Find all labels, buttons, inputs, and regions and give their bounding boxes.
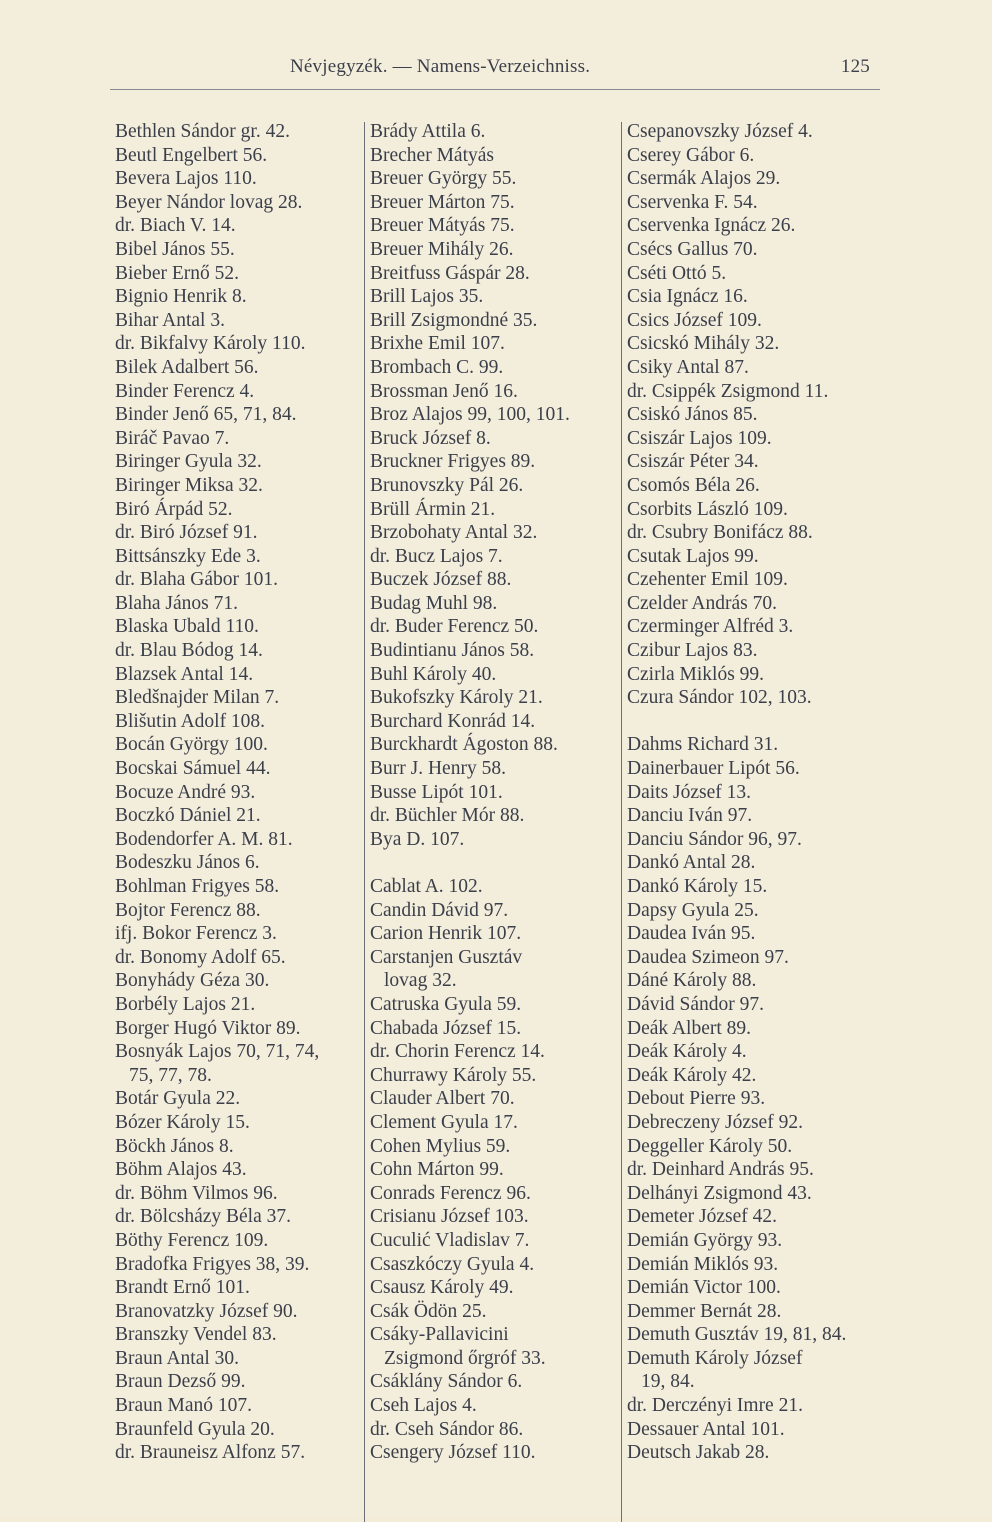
directory-entry: Cséti Ottó 5. (627, 262, 727, 284)
directory-entry: Bieber Ernő 52. (115, 262, 240, 284)
directory-entry: Burr J. Henry 58. (370, 758, 506, 780)
directory-entry: Breitfuss Gáspár 28. (370, 262, 530, 284)
directory-entry: Borbély Lajos 21. (115, 993, 256, 1015)
page-title: Névjegyzék. — Namens-Verzeichniss. (290, 56, 591, 77)
directory-entry: Deggeller Károly 50. (627, 1135, 793, 1157)
directory-entry: lovag 32. (384, 970, 457, 992)
directory-entry: dr. Blaha Gábor 101. (115, 569, 279, 591)
directory-entry: Danciu Sándor 96, 97. (627, 828, 802, 850)
directory-entry: Brill Zsigmondné 35. (370, 309, 538, 331)
directory-entry: dr. Böhm Vilmos 96. (115, 1182, 278, 1204)
directory-entry: Czerminger Alfréd 3. (627, 616, 794, 638)
directory-entry: Deutsch Jakab 28. (627, 1442, 770, 1464)
directory-entry: dr. Chorin Ferencz 14. (370, 1041, 545, 1063)
directory-entry: dr. Biró József 91. (115, 522, 258, 544)
directory-entry: Carion Henrik 107. (370, 923, 522, 945)
directory-entry: dr. Derczényi Imre 21. (627, 1395, 803, 1417)
directory-entry: Csengery József 110. (370, 1442, 536, 1464)
directory-entry: Deák Albert 89. (627, 1017, 752, 1039)
directory-entry: Dahms Richard 31. (627, 734, 779, 756)
directory-entry: dr. Bölcsházy Béla 37. (115, 1206, 292, 1228)
directory-entry: Czirla Miklós 99. (627, 663, 765, 685)
directory-entry: Breuer Mátyás 75. (370, 215, 515, 237)
directory-entry: Demián Miklós 93. (627, 1253, 779, 1275)
directory-entry: ifj. Bokor Ferencz 3. (115, 923, 277, 945)
directory-entry: Binder Jenő 65, 71, 84. (115, 404, 297, 426)
directory-entry: Brunovszky Pál 26. (370, 474, 524, 496)
directory-entry: Breuer György 55. (370, 168, 517, 190)
directory-entry: Bocuze André 93. (115, 781, 256, 803)
directory-entry: dr. Bonomy Adolf 65. (115, 946, 286, 968)
directory-entry: Csepanovszky József 4. (627, 121, 813, 142)
directory-entry: dr. Deinhard András 95. (627, 1159, 814, 1181)
directory-entry: Demmer Bernát 28. (627, 1300, 782, 1322)
directory-entry: Csutak Lajos 99. (627, 545, 759, 567)
directory-entry: Danciu Iván 97. (627, 805, 753, 827)
directory-entry: Beutl Engelbert 56. (115, 144, 268, 166)
directory-entry: Bodeszku János 6. (115, 852, 260, 874)
directory-entry: Dáné Károly 88. (627, 970, 757, 992)
directory-entry: Csomós Béla 26. (627, 474, 760, 496)
directory-entry: Bózer Károly 15. (115, 1111, 250, 1133)
directory-entry: Csicskó Mihály 32. (627, 333, 780, 355)
directory-entry: dr. Csubry Bonifácz 88. (627, 522, 813, 544)
directory-entry: Czelder András 70. (627, 592, 778, 614)
directory-entry: Debout Pierre 93. (627, 1088, 766, 1110)
directory-entry: Cservenka F. 54. (627, 191, 758, 213)
directory-entry: Biráč Pavao 7. (115, 427, 230, 449)
directory-entry: Budag Muhl 98. (370, 592, 498, 614)
directory-entry: Blaska Ubald 110. (115, 616, 259, 638)
directory-entry: Csermák Alajos 29. (627, 168, 781, 190)
directory-entry: Dainerbauer Lipót 56. (627, 758, 800, 780)
directory-entry: Brády Attila 6. (370, 121, 486, 142)
directory-entry: Brandt Ernő 101. (115, 1277, 250, 1299)
directory-entry: dr. Bikfalvy Károly 110. (115, 333, 306, 355)
directory-entry: Bonyhády Géza 30. (115, 970, 270, 992)
directory-entry: Böhm Alajos 43. (115, 1159, 247, 1181)
directory-entry: Braun Antal 30. (115, 1347, 240, 1369)
directory-entry: Cservenka Ignácz 26. (627, 215, 796, 237)
directory-entry: dr. Cseh Sándor 86. (370, 1418, 524, 1440)
directory-entry: Dapsy Gyula 25. (627, 899, 759, 921)
directory-entry: Binder Ferencz 4. (115, 380, 255, 402)
directory-entry: Dankó Antal 28. (627, 852, 756, 874)
directory-entry: Csaszkóczy Gyula 4. (370, 1253, 535, 1275)
directory-entry: Blazsek Antal 14. (115, 663, 254, 685)
directory-entry: Demeter József 42. (627, 1206, 777, 1228)
directory-entry: Bethlen Sándor gr. 42. (115, 121, 290, 142)
directory-entry: Csorbits László 109. (627, 498, 788, 520)
directory-entry: Branovatzky József 90. (115, 1300, 298, 1322)
directory-entry: Braun Dezső 99. (115, 1371, 246, 1393)
directory-entry: Csia Ignácz 16. (627, 286, 748, 308)
directory-entry: Czibur Lajos 83. (627, 640, 758, 662)
directory-entry: Bya D. 107. (370, 828, 465, 850)
name-column-3 (627, 120, 892, 1465)
name-column-2 (370, 120, 620, 1465)
directory-entry: Debreczeny József 92. (627, 1111, 803, 1133)
directory-entry: Burchard Konrád 14. (370, 710, 536, 732)
directory-entry: Bukofszky Károly 21. (370, 687, 543, 709)
directory-entry: Churrawy Károly 55. (370, 1064, 537, 1086)
directory-entry: Brixhe Emil 107. (370, 333, 505, 355)
directory-entry: dr. Csippék Zsigmond 11. (627, 380, 829, 402)
directory-entry: Delhányi Zsigmond 43. (627, 1182, 812, 1204)
directory-entry: Dessauer Antal 101. (627, 1418, 785, 1440)
name-column-1 (115, 120, 360, 1465)
directory-entry: Zsigmond őrgróf 33. (384, 1347, 546, 1369)
directory-entry: Bevera Lajos 110. (115, 168, 257, 190)
directory-entry: Csiky Antal 87. (627, 356, 749, 378)
directory-entry: Bruckner Frigyes 89. (370, 451, 536, 473)
directory-entry: Dávid Sándor 97. (627, 993, 765, 1015)
directory-entry: Blaha János 71. (115, 592, 238, 614)
directory-entry: dr. Brauneisz Alfonz 57. (115, 1442, 306, 1464)
directory-entry: Blišutin Adolf 108. (115, 710, 266, 732)
directory-entry: Böckh János 8. (115, 1135, 234, 1157)
directory-entry: Bilek Adalbert 56. (115, 356, 259, 378)
directory-entry: Busse Lipót 101. (370, 781, 503, 803)
directory-entry: Daudea Iván 95. (627, 923, 756, 945)
directory-entry: Bojtor Ferencz 88. (115, 899, 261, 921)
directory-entry: Cseh Lajos 4. (370, 1395, 477, 1417)
directory-entry: Bittsánszky Ede 3. (115, 545, 261, 567)
directory-entry: Clauder Albert 70. (370, 1088, 515, 1110)
directory-entry: Buhl Károly 40. (370, 663, 497, 685)
directory-entry: Chabada József 15. (370, 1017, 522, 1039)
directory-entry: Bihar Antal 3. (115, 309, 225, 331)
directory-entry: Biringer Miksa 32. (115, 474, 263, 496)
directory-entry: Bignio Henrik 8. (115, 286, 247, 308)
directory-entry: Brzobohaty Antal 32. (370, 522, 538, 544)
directory-entry: Cohn Márton 99. (370, 1159, 504, 1181)
directory-entry: dr. Buder Ferencz 50. (370, 616, 539, 638)
directory-entry: Demuth Gusztáv 19, 81, 84. (627, 1324, 847, 1346)
directory-entry: Demián György 93. (627, 1229, 783, 1251)
directory-entry: 75, 77, 78. (129, 1064, 212, 1086)
directory-entry: dr. Biach V. 14. (115, 215, 236, 237)
directory-entry: Borger Hugó Viktor 89. (115, 1017, 301, 1039)
directory-entry: Czehenter Emil 109. (627, 569, 788, 591)
directory-entry: Csics József 109. (627, 309, 762, 331)
directory-entry: Csák Ödön 25. (370, 1300, 487, 1322)
column-divider (364, 122, 365, 1522)
directory-entry: Catruska Gyula 59. (370, 993, 522, 1015)
section-gap (370, 851, 620, 875)
page-number: 125 (840, 56, 870, 77)
directory-entry: Breuer Márton 75. (370, 191, 515, 213)
directory-entry: Carstanjen Gusztáv (370, 946, 523, 968)
directory-entry: Bohlman Frigyes 58. (115, 876, 280, 897)
directory-entry: Candin Dávid 97. (370, 899, 509, 921)
directory-entry: Bibel János 55. (115, 238, 235, 260)
directory-entry: Broz Alajos 99, 100, 101. (370, 404, 570, 426)
directory-entry: dr. Blau Bódog 14. (115, 640, 263, 662)
directory-entry: Brüll Ármin 21. (370, 498, 496, 520)
directory-entry: Cserey Gábor 6. (627, 144, 755, 166)
directory-entry: Brossman Jenő 16. (370, 380, 518, 402)
directory-entry: Budintianu János 58. (370, 640, 535, 662)
directory-entry: Crisianu József 103. (370, 1206, 529, 1228)
directory-entry: Branszky Vendel 83. (115, 1324, 277, 1346)
directory-entry: Clement Gyula 17. (370, 1111, 518, 1133)
directory-entry: Dankó Károly 15. (627, 876, 768, 897)
directory-entry: Beyer Nándor lovag 28. (115, 191, 303, 213)
directory-entry: Bledšnajder Milan 7. (115, 687, 280, 709)
directory-entry: Bradofka Frigyes 38, 39. (115, 1253, 310, 1275)
directory-entry: dr. Büchler Mór 88. (370, 805, 525, 827)
directory-entry: Breuer Mihály 26. (370, 238, 514, 260)
directory-entry: Bodendorfer A. M. 81. (115, 828, 293, 850)
directory-entry: Braunfeld Gyula 20. (115, 1418, 275, 1440)
directory-entry: Braun Manó 107. (115, 1395, 253, 1417)
directory-entry: Cuculić Vladislav 7. (370, 1229, 530, 1251)
directory-entry: Csáky-Pallavicini (370, 1324, 509, 1346)
directory-entry: Csécs Gallus 70. (627, 238, 758, 260)
directory-entry: Biró Árpád 52. (115, 498, 233, 520)
directory-entry: Biringer Gyula 32. (115, 451, 262, 473)
directory-entry: Buczek József 88. (370, 569, 512, 591)
directory-entry: Czura Sándor 102, 103. (627, 687, 812, 709)
directory-entry: Deák Károly 42. (627, 1064, 757, 1086)
directory-entry: Conrads Ferencz 96. (370, 1182, 531, 1204)
directory-entry: Bosnyák Lajos 70, 71, 74, (115, 1041, 320, 1063)
directory-entry: 19, 84. (641, 1371, 695, 1393)
directory-entry: Csiszár Péter 34. (627, 451, 759, 473)
directory-entry: Brombach C. 99. (370, 356, 504, 378)
header-divider (110, 89, 880, 90)
directory-entry: Böthy Ferencz 109. (115, 1229, 269, 1251)
section-gap (627, 710, 892, 734)
directory-entry: Bocskai Sámuel 44. (115, 758, 271, 780)
page-header (110, 56, 880, 88)
directory-entry: Brill Lajos 35. (370, 286, 484, 308)
directory-entry: Demián Victor 100. (627, 1277, 781, 1299)
directory-entry: Csáklány Sándor 6. (370, 1371, 523, 1393)
directory-entry: Bocán György 100. (115, 734, 268, 756)
directory-entry: Cohen Mylius 59. (370, 1135, 511, 1157)
directory-entry: Burckhardt Ágoston 88. (370, 734, 558, 756)
directory-entry: dr. Bucz Lajos 7. (370, 545, 503, 567)
directory-entry: Daits József 13. (627, 781, 752, 803)
directory-entry: Daudea Szimeon 97. (627, 946, 789, 968)
directory-entry: Boczkó Dániel 21. (115, 805, 261, 827)
directory-entry: Botár Gyula 22. (115, 1088, 241, 1110)
directory-entry: Demuth Károly József (627, 1347, 803, 1369)
directory-entry: Deák Károly 4. (627, 1041, 747, 1063)
directory-entry: Bruck József 8. (370, 427, 491, 449)
directory-entry: Csiszár Lajos 109. (627, 427, 772, 449)
directory-entry: Csausz Károly 49. (370, 1277, 514, 1299)
column-divider (621, 122, 622, 1522)
directory-entry: Cablat A. 102. (370, 876, 483, 897)
directory-entry: Brecher Mátyás (370, 144, 494, 166)
directory-entry: Csiskó János 85. (627, 404, 758, 426)
